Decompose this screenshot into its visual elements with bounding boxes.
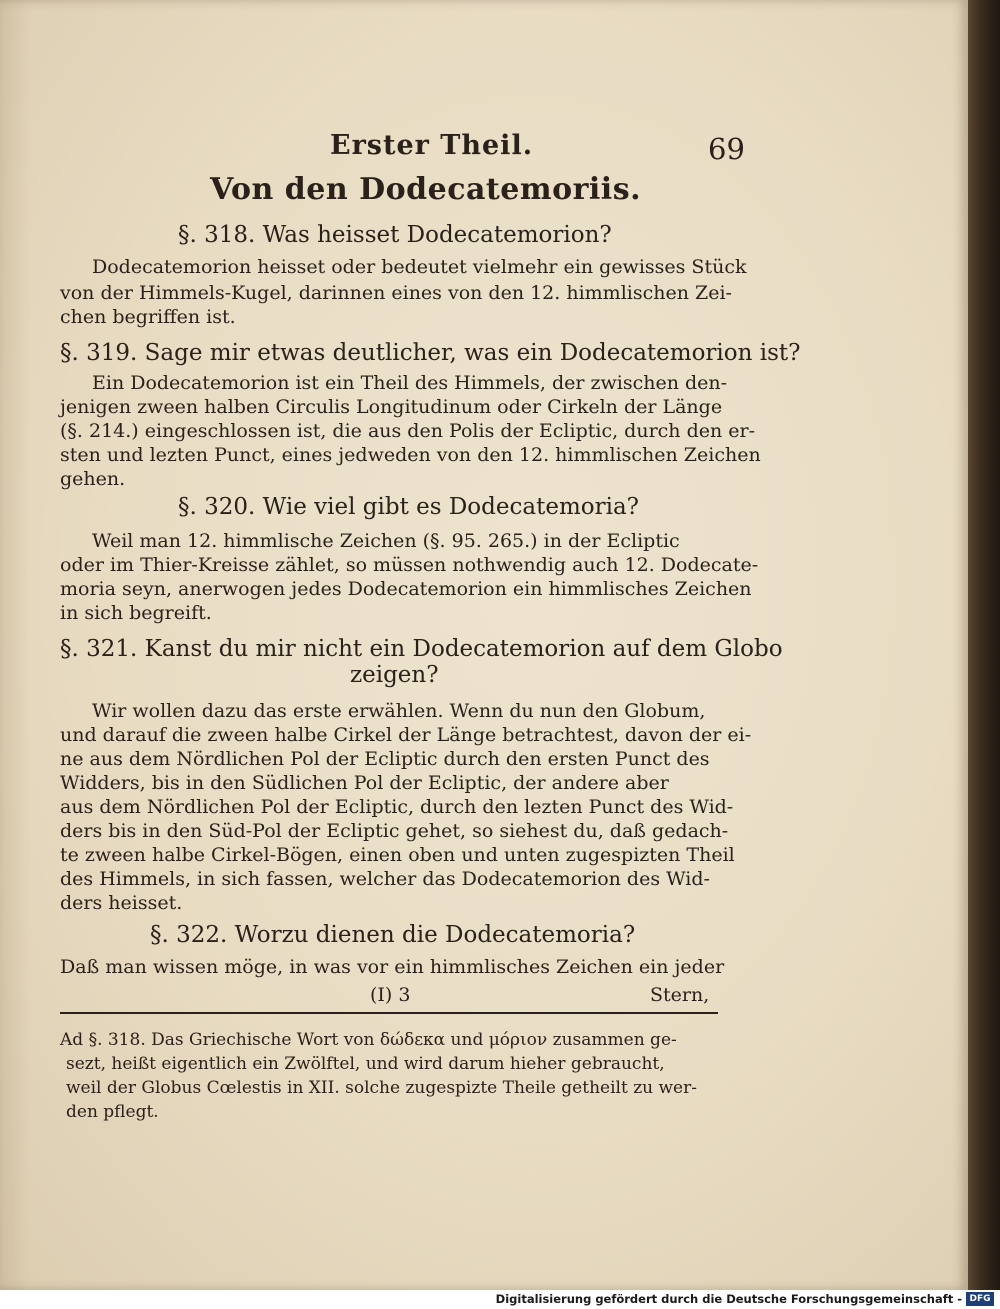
section-318-line-3: chen begriffen ist.: [60, 306, 236, 328]
section-319-line-3: (§. 214.) eingeschlossen ist, die aus den Polis der Ecliptic, durch den er-: [60, 420, 755, 442]
running-head: Erster Theil.: [330, 130, 534, 161]
section-321-question: §. 321. Kanst du mir nicht ein Dodecatemorion auf dem Globo: [60, 636, 783, 662]
section-321-line-2: und darauf die zween halbe Cirkel der Länge betrachtest, davon der ei-: [60, 724, 752, 746]
footnote-line-2: sezt, heißt eigentlich ein Zwölftel, und wird darum hieher gebraucht,: [66, 1054, 665, 1074]
section-322-line-1: Daß man wissen möge, in was vor ein himmlisches Zeichen ein jeder: [60, 956, 725, 978]
digitization-footer: [0, 1290, 1000, 1309]
section-319-question: §. 319. Sage mir etwas deutlicher, was ein Dodecatemorion ist?: [60, 340, 801, 366]
section-320-line-2: oder im Thier-Kreisse zählet, so müssen nothwendig auch 12. Dodecate-: [60, 554, 759, 576]
section-320-line-4: in sich begreift.: [60, 602, 212, 624]
section-320-line-3: moria seyn, anerwogen jedes Dodecatemorion ein himmlisches Zeichen: [60, 578, 752, 600]
section-321-question-cont: zeigen?: [350, 662, 439, 688]
section-321-line-4: Widders, bis in den Südlichen Pol der Ecliptic, der andere aber: [60, 772, 669, 794]
section-320-question: §. 320. Wie viel gibt es Dodecatemoria?: [178, 494, 639, 520]
section-320-line-1: Weil man 12. himmlische Zeichen (§. 95. 265.) in der Ecliptic: [92, 530, 680, 552]
footer-credit: Digitalisierung gefördert durch die Deutsche Forschungsgemeinschaft -: [495, 1292, 962, 1306]
chapter-title: Von den Dodecatemoriis.: [210, 172, 642, 207]
section-318-line-2: von der Himmels-Kugel, darinnen eines von den 12. himmlischen Zei-: [60, 282, 732, 304]
footnote-line-3: weil der Globus Cœlestis in XII. solche zugespizte Theile getheilt zu wer-: [66, 1078, 697, 1098]
section-321-line-9: ders heisset.: [60, 892, 183, 914]
section-319-line-4: sten und lezten Punct, eines jedweden von den 12. himmlischen Zeichen: [60, 444, 761, 466]
section-321-line-8: des Himmels, in sich fassen, welcher das Dodecatemorion des Wid-: [60, 868, 710, 890]
footnote-rule: [60, 1012, 718, 1014]
section-321-line-7: te zween halbe Cirkel-Bögen, einen oben und unten zugespizten Theil: [60, 844, 735, 866]
book-spine-edge: [968, 0, 1000, 1290]
footnote-line-1: Ad §. 318. Das Griechische Wort von δώδεκα und μόριον zusammen ge-: [60, 1030, 677, 1050]
signature-mark: (I) 3: [370, 984, 411, 1006]
section-321-line-3: ne aus dem Nördlichen Pol der Ecliptic durch den ersten Punct des: [60, 748, 710, 770]
section-319-line-2: jenigen zween halben Circulis Longitudinum oder Cirkeln der Länge: [60, 396, 723, 418]
section-318-line-1: Dodecatemorion heisset oder bedeutet vielmehr ein gewisses Stück: [92, 256, 747, 278]
section-321-line-6: ders bis in den Süd-Pol der Ecliptic gehet, so siehest du, daß gedach-: [60, 820, 729, 842]
page-number: 69: [708, 132, 745, 166]
section-321-line-1: Wir wollen dazu das erste erwählen. Wenn du nun den Globum,: [92, 700, 706, 722]
dfg-logo-icon: DFG: [966, 1292, 994, 1306]
section-318-question: §. 318. Was heisset Dodecatemorion?: [178, 222, 612, 248]
section-321-line-5: aus dem Nördlichen Pol der Ecliptic, durch den lezten Punct des Wid-: [60, 796, 734, 818]
section-319-line-5: gehen.: [60, 468, 126, 490]
section-319-line-1: Ein Dodecatemorion ist ein Theil des Himmels, der zwischen den-: [92, 372, 728, 394]
catchword: Stern,: [650, 984, 710, 1006]
section-322-question: §. 322. Worzu dienen die Dodecatemoria?: [150, 922, 636, 948]
page-edge-stain: [0, 0, 30, 1290]
footnote-line-4: den pflegt.: [66, 1102, 159, 1122]
